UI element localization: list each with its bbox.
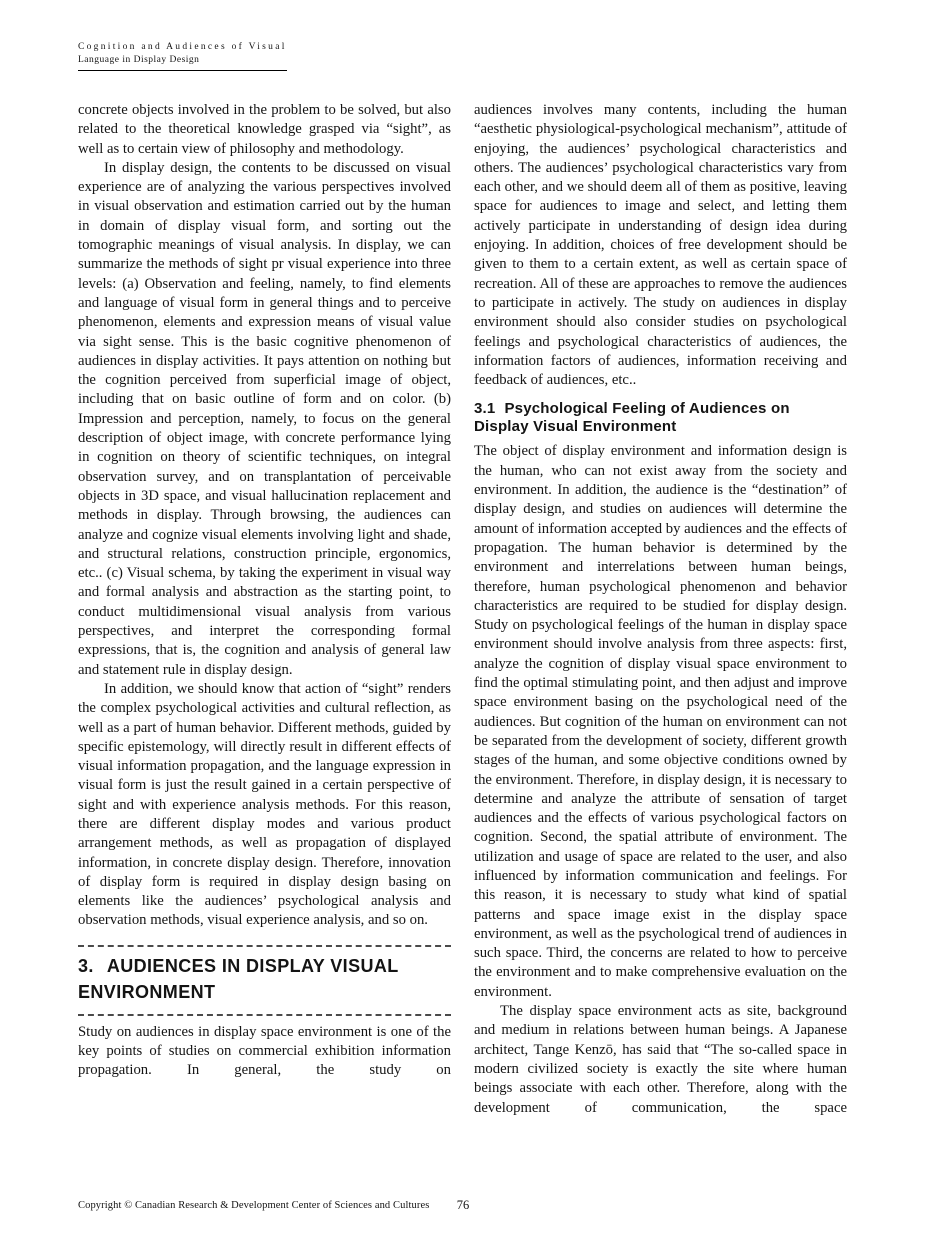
running-header-line2: Language in Display Design	[78, 55, 200, 65]
section-title: AUDIENCES IN DISPLAY VISUAL ENVIRONMENT	[78, 955, 399, 1002]
paragraph: In addition, we should know that action of “sight” renders the complex psychological activities and cultural reflection, as well as a part of human behavior. Different methods, guided by specific epistemology, will directly result in different effects of visual information propagation, and the language expression in visual form is just the result gained in a certain perspective of sight and with experience analysis methods. For this reason, there are different display modes and various product arrangement methods, as well as propagation of displayed information, in concrete display design. Therefore, innovation of display form is required in display design basing on elements like the audiences’ psychological analysis and observation methods, visual experience analysis, and so on.	[78, 680, 451, 929]
paragraph: Study on audiences in display space environment is one of the key points of studies on commercial exhibition information propagation. In general, the study on	[78, 1023, 451, 1079]
copyright-text: Copyright © Canadian Research & Development Center of Sciences and Cultures	[78, 1200, 430, 1211]
paragraph: In display design, the contents to be discussed on visual experience are of analyzing the various perspectives involved in visual observation and estimation carried out by the human in domain of display visual form, and sorting out the tomographic meanings of visual analysis. In display, we can summarize the methods of sight pr visual experience into three levels: (a) Observation and feeling, namely, to find elements and language of visual form in general things and to perceive phenomenon, elements and expression means of visual value via sight sense. This is the basic cognitive phenomenon of audiences in display activities. It pays attention on nothing but the cognition perceived from superficial image of object, including that on basic outline of form and on color. (b) Impression and perception, namely, to focus on the general description of object image, with concrete performance lying in cognition on theory of scientific techniques, on integral observation survey, and on transplantation of perceivable objects in 3D space, and visual hallucination replacement and methods in display. Through browsing, the audiences can analyze and cognize visual elements involving light and shade, and structural relations, construction principle, ergonomics, etc.. (c) Visual schema, by taking the experiment in visual way and formal analysis and abstraction as the starting point, to conduct multidimensional visual analysis from various perspectives, and interpret the corresponding formal expressions, that is, the cognition and analysis of general law and statement rule in display design.	[78, 159, 451, 678]
two-column-body	[78, 101, 848, 1118]
subsection-heading	[474, 400, 847, 436]
paragraph: The object of display environment and information design is the human, who can not exist away from the society and environment. In addition, the audience is the “destination” of display design, and studies on audiences will determine the amount of information accepted by audiences and the effects of propagation. The human behavior is determined by the environment and interrelations between human beings, therefore, human psychological phenomenon and behavior characteristics are required to be studied for display design. Study on psychological feelings of the human in display space environment should involve analysis from three aspects: first, analyze the cognition of display visual space environment to find the optimal stimulating point, and then adjust and improve space environment basing on the psychological need of the audiences. But cognition of the human on environment can not be separated from the development of society, different growth stages of the human, and some objective conditions owned by the environment. Therefore, in display design, it is necessary to determine and analyze the attribute of sensation of target audiences and the effects of various psychological factors on cognition. Second, the spatial attribute of environment. The utilization and usage of space are related to the user, and also influenced by information communication and feelings. For this reason, it is necessary to study what kind of spatial patterns and space image exist in the display space environment, as well as the psychological trend of audiences in such space. Third, the concerns are related to how to perceive the environment and to make comprehensive evaluation on the environment.	[474, 443, 847, 1000]
paragraph: concrete objects involved in the problem to be solved, but also related to the theoretical knowledge grasped via “sight”, as well as to certain view of philosophy and methodology.	[78, 102, 451, 157]
page-number: 76	[456, 1198, 470, 1212]
section-number: 3.	[78, 955, 94, 976]
running-header	[78, 42, 287, 71]
right-column	[474, 101, 847, 1118]
running-header-line1: Cognition and Audiences of Visual	[78, 42, 287, 52]
page-footer	[78, 1198, 848, 1218]
paragraph: audiences involves many contents, including the human “aesthetic physiological-psychological mechanism”, attitude of enjoying, the audiences’ psychological characteristics and others. The audiences’ psychological characteristics vary from each other, and we should deem all of them as positive, leaving space for audiences to image and select, and letting them actively participate in understanding of design idea during enjoying. In addition, choices of free development should be given to them to a certain extent, as well as certain space of recreation. All of these are approaches to remove the audiences to participate in actively. The study on audiences in display environment should also consider studies on psychological feelings and psychological characteristics of audiences, the information factors of audiences, information receiving and feedback of audiences, etc..	[474, 102, 847, 389]
subsection-title: Psychological Feeling of Audiences on Display Visual Environment	[474, 400, 790, 436]
section-heading	[78, 945, 451, 1016]
subsection-number: 3.1	[474, 400, 496, 418]
paragraph: The display space environment acts as site, background and medium in relations between human beings. A Japanese architect, Tange Kenzō, has said that “The so-called space in modern civilized society is exactly the site where human beings associate with each other. Therefore, along with the development of communication, the space	[474, 1003, 847, 1116]
left-column	[78, 101, 451, 1118]
